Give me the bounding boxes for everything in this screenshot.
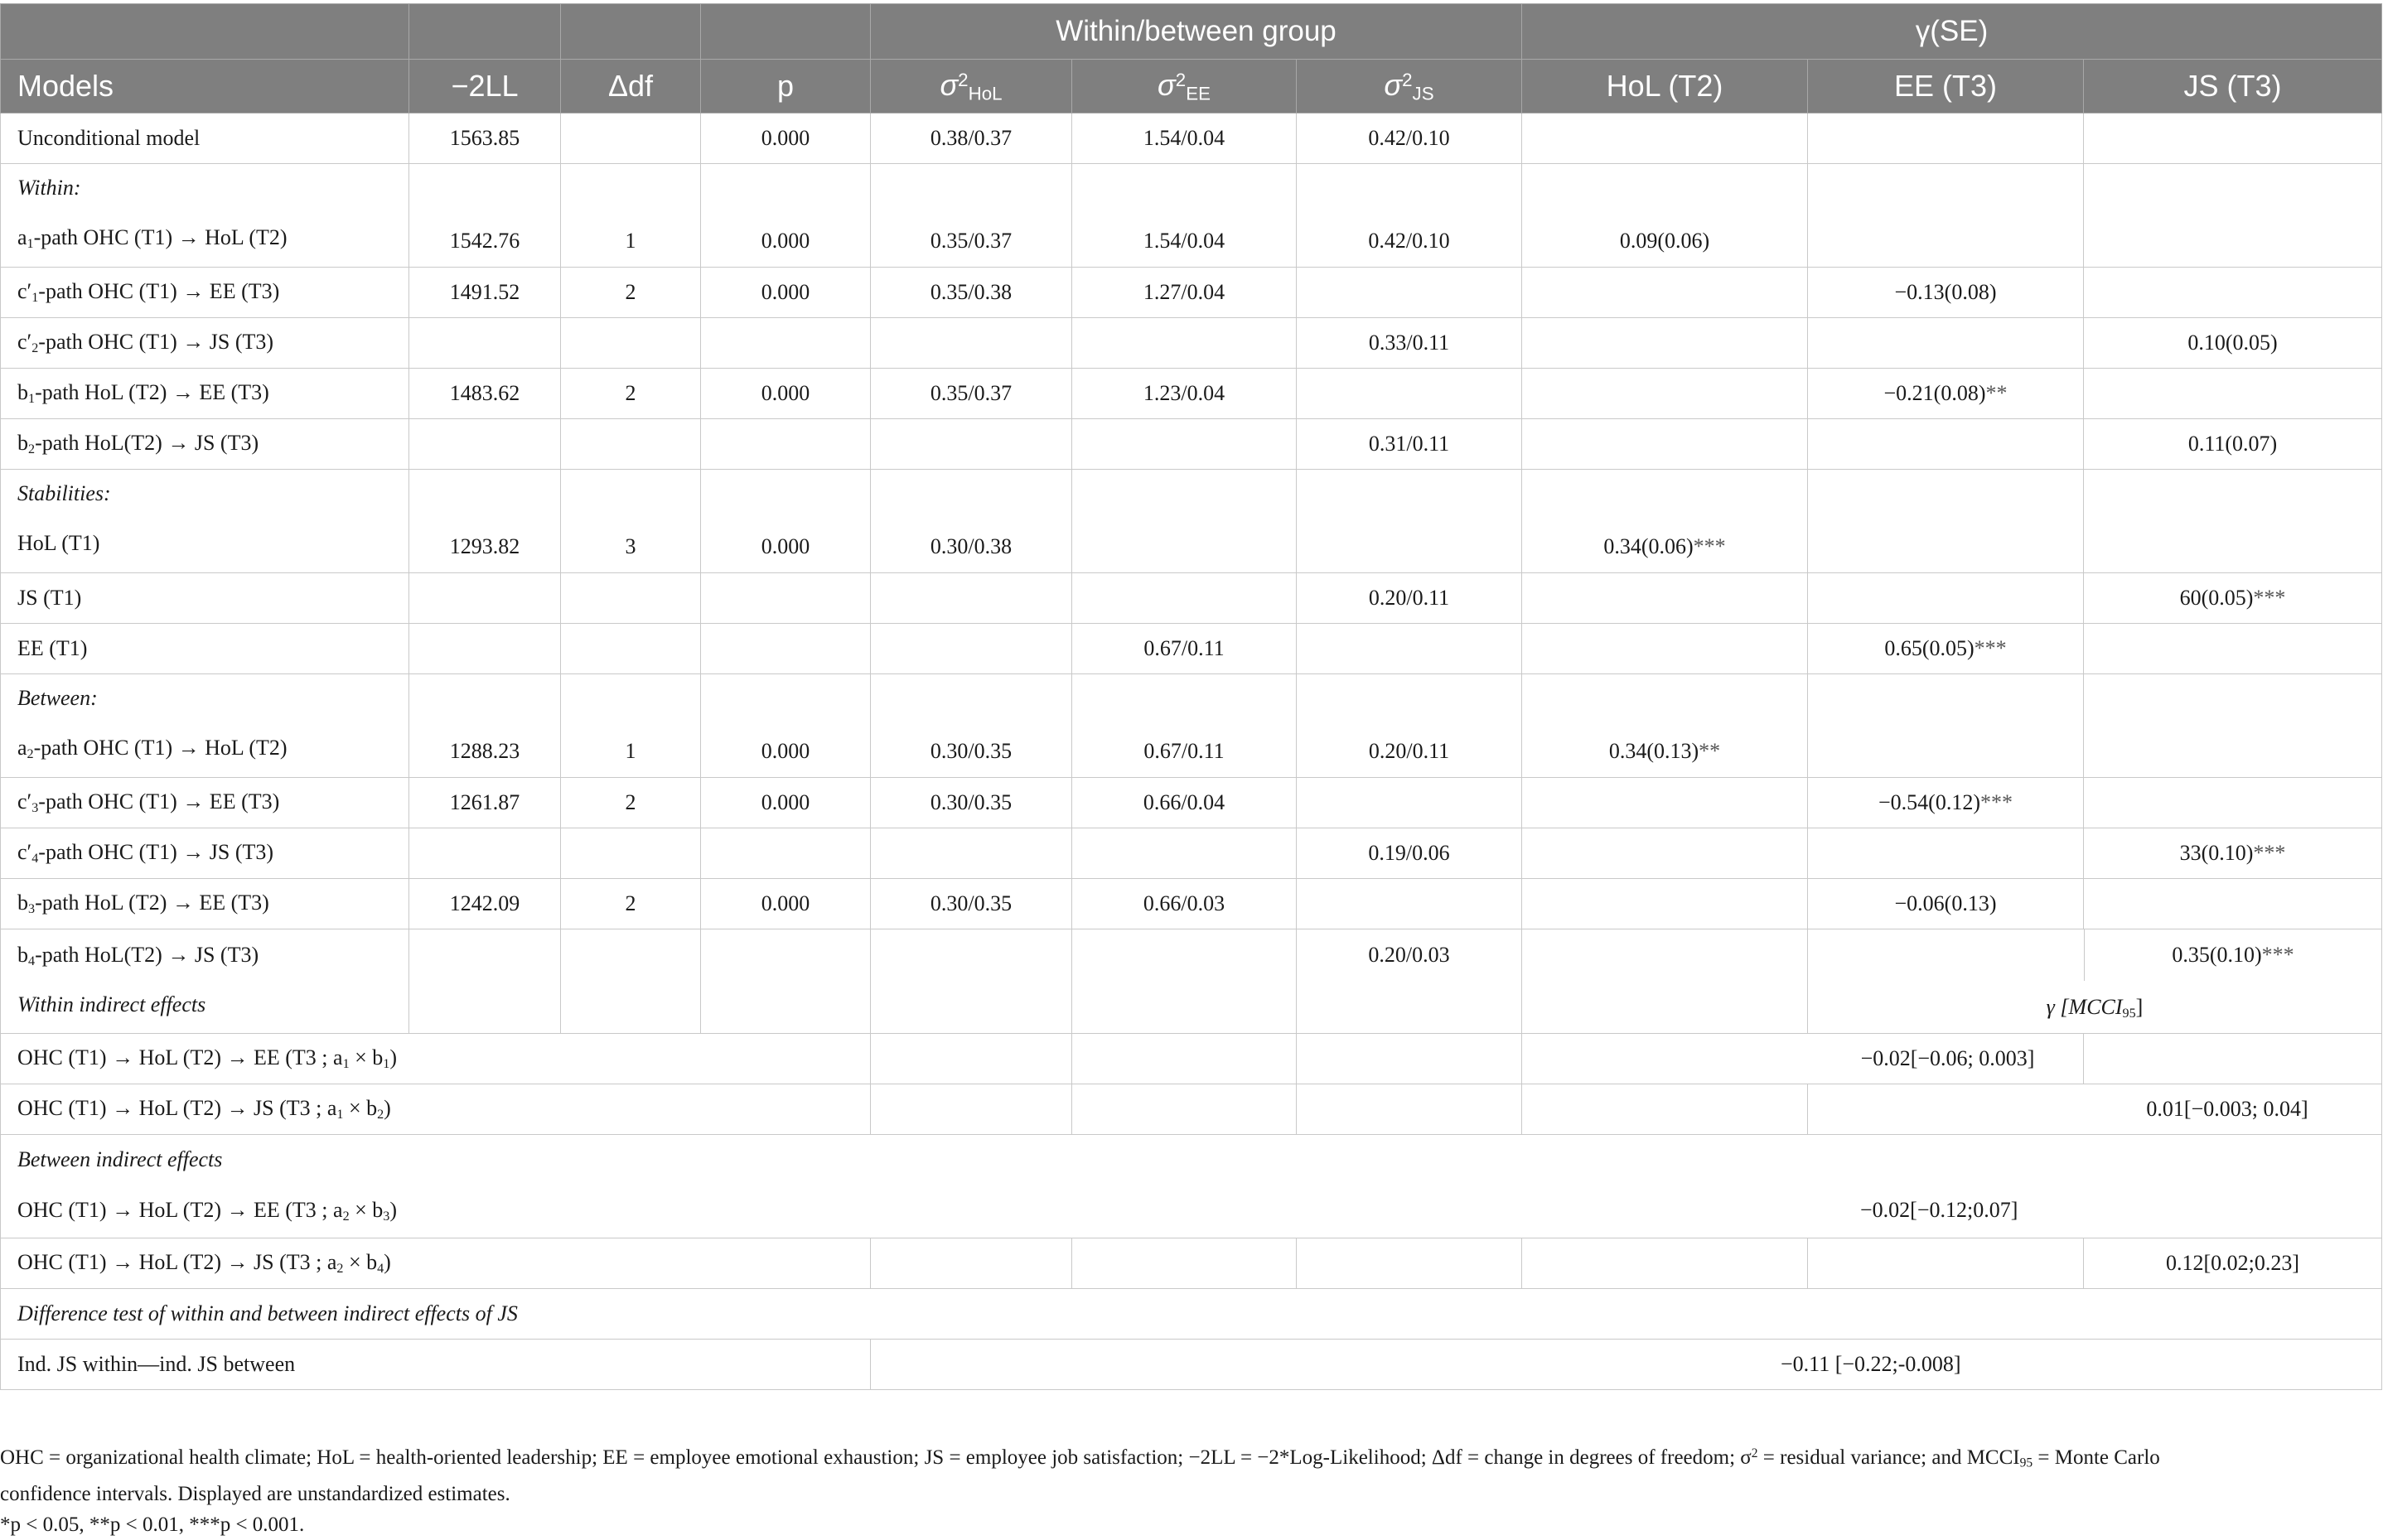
cell-js: [2084, 1034, 2382, 1084]
cell-hol: [1522, 113, 1808, 164]
cell-value: −0.02[−0.06; 0.003]: [1522, 1034, 2084, 1084]
cell-hol: [1522, 318, 1808, 369]
row-label: Ind. JS within—ind. JS between: [1, 1340, 871, 1390]
cell-sigma-js: 0.20/0.11: [1297, 674, 1522, 778]
cell-sigma-js: [1297, 1238, 1522, 1289]
row-a1-path: [1, 164, 2382, 268]
header-p: p: [701, 60, 871, 113]
cell-df: 2: [561, 778, 701, 828]
row-label: $c'_4$-path OHC (T1) → JS (T3): [1, 828, 409, 879]
cell-sigma-hol: 0.30/0.35: [871, 778, 1072, 828]
cell-ee-js-merged: 0.35(0.10)*** γ $[MCCI_{95}]$: [1808, 929, 2382, 1034]
cell-sigma-hol: [871, 1034, 1072, 1084]
cell-js: 0.11(0.07): [2084, 419, 2382, 470]
cell-ll: 1288.23: [409, 674, 561, 778]
cell-p: [701, 419, 871, 470]
row-label: Stabilities: HoL (T1): [1, 470, 409, 573]
cell-hol: [1522, 778, 1808, 828]
cell-p: 0.000: [701, 164, 871, 268]
header-within-between: Within/between group: [871, 4, 1522, 60]
cell-df: [561, 318, 701, 369]
cell-ee: [1808, 1238, 2084, 1289]
cell-ll: [409, 419, 561, 470]
row-within-indirect-js: [1, 1084, 2382, 1135]
cell-sigma-hol: 0.35/0.37: [871, 164, 1072, 268]
cell-sigma-ee: [1072, 1238, 1297, 1289]
cell-sigma-js: 0.31/0.11: [1297, 419, 1522, 470]
cell-sigma-ee: 0.66/0.04: [1072, 778, 1297, 828]
cell-value: 0.01[−0.003; 0.04]: [1808, 1084, 2382, 1135]
cell-ll: 1483.62: [409, 369, 561, 419]
cell-df: 1: [561, 674, 701, 778]
cell-ll: [409, 318, 561, 369]
cell-sigma-js: [1297, 778, 1522, 828]
cell-sigma-hol: [871, 1084, 1072, 1135]
row-between-indirect-ee: [1, 1135, 2382, 1238]
cell-df: [561, 929, 701, 1034]
row-label: Within: $a_1$-path OHC (T1) → HoL (T2): [1, 164, 409, 268]
header-row-columns: [1, 60, 2382, 113]
cell-sigma-js: 0.20/0.03: [1297, 929, 1522, 1034]
cell-sigma-hol: 0.30/0.35: [871, 879, 1072, 929]
cell-sigma-ee: [1072, 1034, 1297, 1084]
cell-sigma-hol: 0.30/0.38: [871, 470, 1072, 573]
cell-sigma-ee: 1.23/0.04: [1072, 369, 1297, 419]
cell-sigma-hol: 0.30/0.35: [871, 674, 1072, 778]
header-empty-1: [1, 4, 409, 60]
row-label: OHC (T1) → HoL (T2) → JS (T3 ; $a_1 \times b_2$): [1, 1084, 871, 1135]
header-gamma-se: γ(SE): [1522, 4, 2382, 60]
header-sigma-js: $\sigma^2_{JS}$: [1297, 60, 1522, 113]
cell-p: [701, 624, 871, 674]
row-between-indirect-block: [1, 1135, 2382, 1238]
cell-sigma-ee: 1.27/0.04: [1072, 268, 1297, 318]
cell-sigma-js: [1297, 369, 1522, 419]
header-minus2ll: −2LL: [409, 60, 561, 113]
cell-p: 0.000: [701, 778, 871, 828]
cell-sigma-hol: [871, 419, 1072, 470]
section-between: Between:: [17, 686, 98, 710]
cell-hol: [1522, 573, 1808, 624]
cell-js: [2084, 674, 2382, 778]
row-a2-path: [1, 674, 2382, 778]
cell-df: 2: [561, 879, 701, 929]
cell-hol: [1522, 624, 1808, 674]
cell-ee: −0.21(0.08)**: [1808, 369, 2084, 419]
cell-ll: 1491.52: [409, 268, 561, 318]
header-empty-4: [701, 4, 871, 60]
row-label: Unconditional model: [1, 113, 409, 164]
cell-ll: 1242.09: [409, 879, 561, 929]
cell-js: 33(0.10)***: [2084, 828, 2382, 879]
section-stabilities: Stabilities:: [17, 481, 111, 505]
header-sigma-ee: $\sigma^2_{EE}$: [1072, 60, 1297, 113]
cell-ee: [1808, 164, 2084, 268]
row-diff: [1, 1340, 2382, 1390]
row-label: $c'_1$-path OHC (T1) → EE (T3): [1, 268, 409, 318]
row-label: OHC (T1) → HoL (T2) → JS (T3 ; $a_2 \times b_4$): [1, 1238, 871, 1289]
cell-p: 0.000: [701, 369, 871, 419]
cell-sigma-hol: 0.35/0.38: [871, 268, 1072, 318]
cell-hol: 0.34(0.13)**: [1522, 674, 1808, 778]
cell-sigma-ee: [1072, 929, 1297, 1034]
header-ee-t3: EE (T3): [1808, 60, 2084, 113]
cell-sigma-ee: 1.54/0.04: [1072, 164, 1297, 268]
header-models: Models: [1, 60, 409, 113]
cell-js: 60(0.05)***: [2084, 573, 2382, 624]
cell-ll: 1261.87: [409, 778, 561, 828]
row-label: $b_3$-path HoL (T2) → EE (T3): [1, 879, 409, 929]
cell-sigma-js: [1297, 879, 1522, 929]
row-js-t1: [1, 573, 2382, 624]
cell-sigma-ee: [1072, 470, 1297, 573]
section-within: Within:: [17, 176, 81, 200]
cell-sigma-hol: [871, 573, 1072, 624]
cell-hol: [1522, 828, 1808, 879]
section-within-indirect: Within indirect effects: [17, 992, 206, 1016]
cell-p: [701, 929, 871, 1034]
cell-sigma-hol: [871, 929, 1072, 1034]
row-unconditional: [1, 113, 2382, 164]
row-ee-t1: [1, 624, 2382, 674]
cell-p: 0.000: [701, 674, 871, 778]
row-b3-path: [1, 879, 2382, 929]
row-within-indirect-ee: [1, 1034, 2382, 1084]
cell-ee: [1808, 318, 2084, 369]
section-difference-test: Difference test of within and between indirect effects of JS: [1, 1289, 2382, 1340]
cell-value: −0.02[−0.12;0.07]: [1860, 1198, 2018, 1222]
cell-df: [561, 828, 701, 879]
cell-js: [2084, 879, 2382, 929]
cell-ee: [1808, 419, 2084, 470]
header-js-t3: JS (T3): [2084, 60, 2382, 113]
row-diff-head: [1, 1289, 2382, 1340]
cell-sigma-js: [1297, 1084, 1522, 1135]
cell-ll: [409, 624, 561, 674]
cell-js: [2084, 369, 2382, 419]
cell-p: 0.000: [701, 113, 871, 164]
cell-sigma-hol: [871, 1238, 1072, 1289]
header-row-groups: [1, 4, 2382, 60]
cell-sigma-js: [1297, 268, 1522, 318]
cell-ll: 1542.76: [409, 164, 561, 268]
row-label: JS (T1): [1, 573, 409, 624]
cell-hol: [1522, 369, 1808, 419]
cell-p: [701, 318, 871, 369]
cell-df: [561, 113, 701, 164]
cell-sigma-js: 0.33/0.11: [1297, 318, 1522, 369]
cell-js: [2084, 113, 2382, 164]
cell-sigma-ee: [1072, 828, 1297, 879]
cell-sigma-js: 0.20/0.11: [1297, 573, 1522, 624]
cell-hol: 0.34(0.06)***: [1522, 470, 1808, 573]
cell-js: [2084, 470, 2382, 573]
cell-ee: [1808, 573, 2084, 624]
row-between-indirect-js: [1, 1238, 2382, 1289]
cell-df: [561, 419, 701, 470]
cell-sigma-js: [1297, 470, 1522, 573]
cell-hol: [1522, 879, 1808, 929]
row-c2-path: [1, 318, 2382, 369]
cell-ll: [409, 828, 561, 879]
results-table: [0, 3, 2382, 1390]
row-b2-path: [1, 419, 2382, 470]
cell-value: −0.11 [−0.22;-0.008]: [871, 1340, 2382, 1390]
row-hol-t1: [1, 470, 2382, 573]
cell-ee: −0.54(0.12)***: [1808, 778, 2084, 828]
cell-df: 2: [561, 369, 701, 419]
cell-sigma-ee: [1072, 419, 1297, 470]
cell-hol: [1522, 1084, 1808, 1135]
cell-js: [2084, 164, 2382, 268]
row-c1-path: [1, 268, 2382, 318]
row-label: OHC (T1) → HoL (T2) → EE (T3 ; $a_1 \times b_1$): [1, 1034, 871, 1084]
cell-df: [561, 624, 701, 674]
cell-p: [701, 828, 871, 879]
cell-df: 1: [561, 164, 701, 268]
row-label: Between: $a_2$-path OHC (T1) → HoL (T2): [1, 674, 409, 778]
cell-sigma-ee: 0.66/0.03: [1072, 879, 1297, 929]
note-significance: *p < 0.05, **p < 0.01, ***p < 0.001.: [0, 1513, 305, 1536]
cell-ll: 1293.82: [409, 470, 561, 573]
cell-ee: −0.06(0.13): [1808, 879, 2084, 929]
cell-sigma-ee: [1072, 1084, 1297, 1135]
row-c4-path: [1, 828, 2382, 879]
row-b4-path: [1, 929, 2382, 1034]
header-sigma-hol: $\sigma^2_{HoL}$: [871, 60, 1072, 113]
row-label: $c'_3$-path OHC (T1) → EE (T3): [1, 778, 409, 828]
cell-hol: [1522, 268, 1808, 318]
cell-p: [701, 573, 871, 624]
row-label: $b_4$-path HoL(T2) → JS (T3) Within indirect effects: [1, 929, 409, 1034]
cell-ee: −0.13(0.08): [1808, 268, 2084, 318]
cell-sigma-js: [1297, 624, 1522, 674]
gamma-ci-label: γ $[MCCI_{95}]$: [1808, 981, 2381, 1033]
cell-js: [2084, 268, 2382, 318]
cell-sigma-js: 0.19/0.06: [1297, 828, 1522, 879]
row-label: OHC (T1) → HoL (T2) → EE (T3 ; $a_2 \times b_3$): [17, 1198, 398, 1224]
cell-sigma-ee: [1072, 573, 1297, 624]
cell-ee: 0.65(0.05)***: [1808, 624, 2084, 674]
cell-df: [561, 573, 701, 624]
section-between-indirect: Between indirect effects: [17, 1147, 223, 1171]
cell-sigma-ee: 1.54/0.04: [1072, 113, 1297, 164]
header-empty-3: [561, 4, 701, 60]
row-label: $b_2$-path HoL(T2) → JS (T3): [1, 419, 409, 470]
cell-sigma-hol: 0.38/0.37: [871, 113, 1072, 164]
cell-df: 3: [561, 470, 701, 573]
cell-sigma-hol: [871, 624, 1072, 674]
cell-ee: [1808, 674, 2084, 778]
table-notes: [0, 1438, 2383, 1540]
cell-sigma-js: 0.42/0.10: [1297, 164, 1522, 268]
cell-p: 0.000: [701, 268, 871, 318]
row-label: EE (T1): [1, 624, 409, 674]
cell-hol: [1522, 929, 1808, 1034]
cell-sigma-hol: [871, 318, 1072, 369]
row-label: $b_1$-path HoL (T2) → EE (T3): [1, 369, 409, 419]
note-abbreviations: OHC = organizational health climate; HoL = health-oriented leadership; EE = employee emotional exhaustion; JS = employee job satisfaction; −2LL = −2*Log-Likelihood; Δdf = change in degrees of freedom; $\sigma^2$ = residual variance; and $MCCI_{95}$ = Monte Carlo: [0, 1446, 2160, 1470]
cell-js: [2084, 778, 2382, 828]
cell-hol: [1522, 1238, 1808, 1289]
cell-ee: [1808, 470, 2084, 573]
cell-js: 0.10(0.05): [2084, 318, 2382, 369]
cell-sigma-ee: 0.67/0.11: [1072, 624, 1297, 674]
header-ddf: Δdf: [561, 60, 701, 113]
cell-p: 0.000: [701, 470, 871, 573]
cell-df: 2: [561, 268, 701, 318]
header-hol-t2: HoL (T2): [1522, 60, 1808, 113]
cell-hol: 0.09(0.06): [1522, 164, 1808, 268]
cell-sigma-ee: [1072, 318, 1297, 369]
cell-p: 0.000: [701, 879, 871, 929]
cell-ll: [409, 929, 561, 1034]
cell-sigma-hol: 0.35/0.37: [871, 369, 1072, 419]
cell-ee: [1808, 828, 2084, 879]
cell-ee: [1808, 113, 2084, 164]
cell-ll: [409, 573, 561, 624]
cell-sigma-hol: [871, 828, 1072, 879]
header-empty-2: [409, 4, 561, 60]
cell-sigma-js: 0.42/0.10: [1297, 113, 1522, 164]
note-estimates: confidence intervals. Displayed are unstandardized estimates.: [0, 1482, 510, 1505]
cell-sigma-ee: 0.67/0.11: [1072, 674, 1297, 778]
cell-js: [2084, 624, 2382, 674]
cell-hol: [1522, 419, 1808, 470]
cell-value: 0.12[0.02;0.23]: [2084, 1238, 2382, 1289]
row-c3-path: [1, 778, 2382, 828]
cell-ll: 1563.85: [409, 113, 561, 164]
row-label: $c'_2$-path OHC (T1) → JS (T3): [1, 318, 409, 369]
row-b1-path: [1, 369, 2382, 419]
cell-sigma-js: [1297, 1034, 1522, 1084]
